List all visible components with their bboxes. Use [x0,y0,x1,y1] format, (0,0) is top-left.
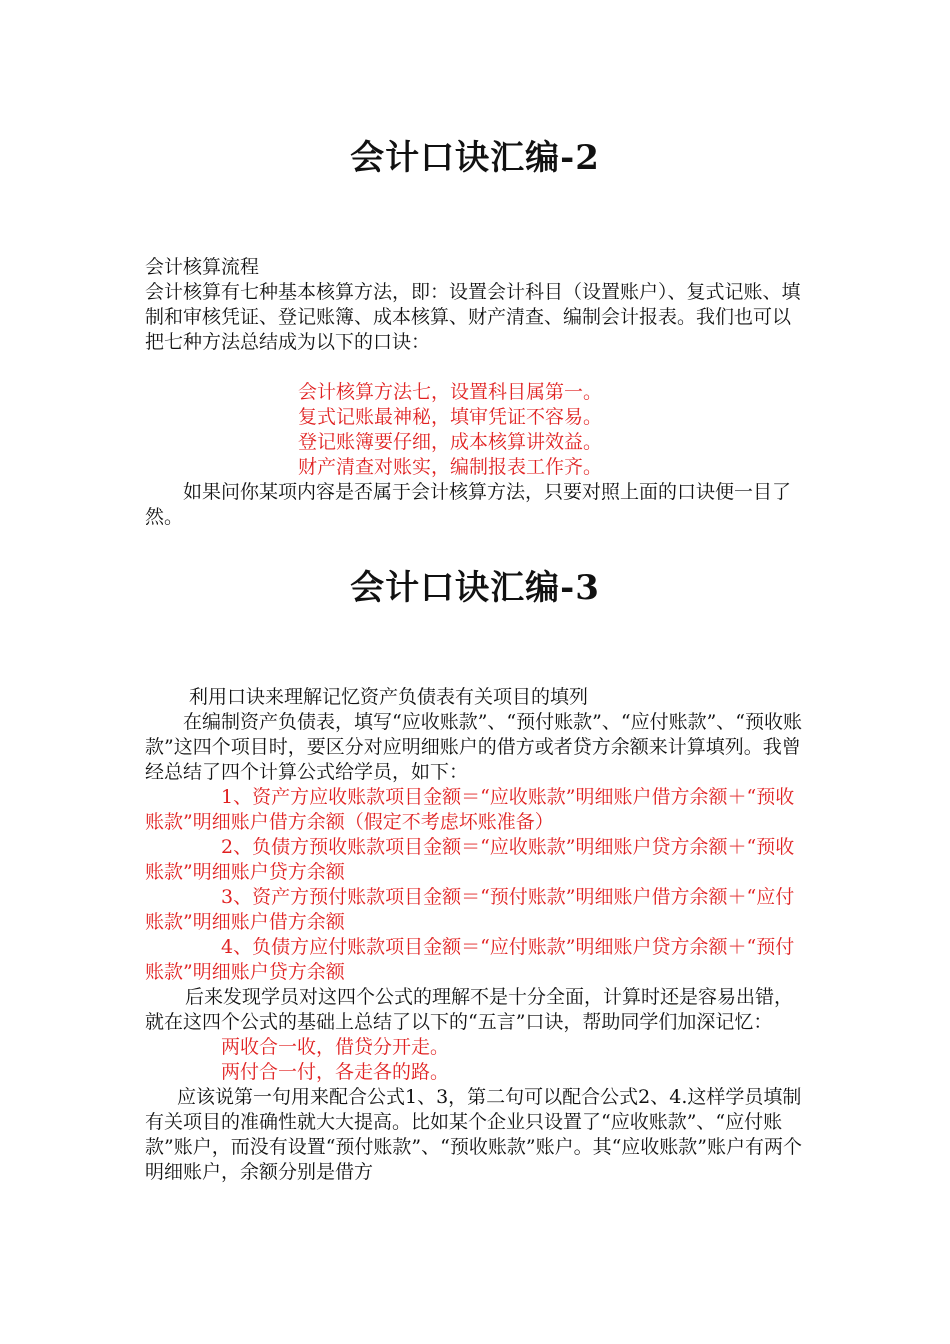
verse-line: 会计核算方法七，设置科目属第一。 [298,381,603,403]
section-3-middle: 后来发现学员对这四个公式的理解不是十分全面，计算时还是容易出错，就在这四个公式的基础上总结了以下的“五言”口诀，帮助同学们加深记忆： [145,986,794,1033]
accounting-methods-verse [145,380,807,480]
formula-list [145,785,807,985]
section-3-closing: 应该说第一句用来配合公式1、3，第二句可以配合公式2、4.这样学员填制有关项目的准确性就大大提高。比如某个企业只设置了“应收账款”、“应付账款”账户，而没有设置“预付账款”、“预收账款”账户。其“应收账款”账户有两个明细账户，余额分别是借方 [145,1086,802,1183]
section-3-intro: 在编制资产负债表，填写“应收账款”、“预付账款”、“应付账款”、“预收账款”这四个项目时，要区分对应明细账户的借方或者贷方余额来计算填列。我曾经总结了四个计算公式给学员，如下： [145,711,802,783]
formula-item: 3、资产方预付账款项目金额＝“预付账款”明细账户借方余额＋“应付账款”明细账户借方余额 [145,886,795,933]
section-3-heading: 利用口诀来理解记忆资产负债表有关项目的填列 [189,686,589,708]
section-2-intro: 会计核算有七种基本核算方法，即：设置会计科目（设置账户）、复式记账、填制和审核凭证、登记账簿、成本核算、财产清查、编制会计报表。我们也可以把七种方法总结成为以下的口诀： [145,281,801,353]
spacer [145,355,807,380]
formula-item: 2、负债方预收账款项目金额＝“应收账款”明细账户贷方余额＋“预收账款”明细账户贷方余额 [145,836,795,883]
verse-line: 财产清查对账实，编制报表工作齐。 [298,456,603,478]
verse-line: 登记账簿要仔细，成本核算讲效益。 [298,431,603,453]
slogan-line: 两付合一付，各走各的路。 [221,1061,450,1083]
slogan-line: 两收合一收，借贷分开走。 [221,1036,450,1058]
section-2-closing: 如果问你某项内容是否属于会计核算方法，只要对照上面的口诀便一目了然。 [145,481,792,528]
verse-line: 复式记账最神秘，填审凭证不容易。 [298,406,603,428]
section-2-body [145,255,807,530]
section-3-title: 会计口诀汇编-3 [350,568,600,608]
section-2-title: 会计口诀汇编-2 [350,138,600,178]
section-2-heading: 会计核算流程 [145,256,260,278]
formula-item: 4、负债方应付账款项目金额＝“应付账款”明细账户贷方余额＋“预付账款”明细账户贷方余额 [145,936,795,983]
formula-item: 1、资产方应收账款项目金额＝“应收账款”明细账户借方余额＋“预收账款”明细账户借方余额（假定不考虑坏账准备） [145,786,795,833]
section-3-body [145,685,807,1185]
five-character-slogans [145,1035,807,1085]
